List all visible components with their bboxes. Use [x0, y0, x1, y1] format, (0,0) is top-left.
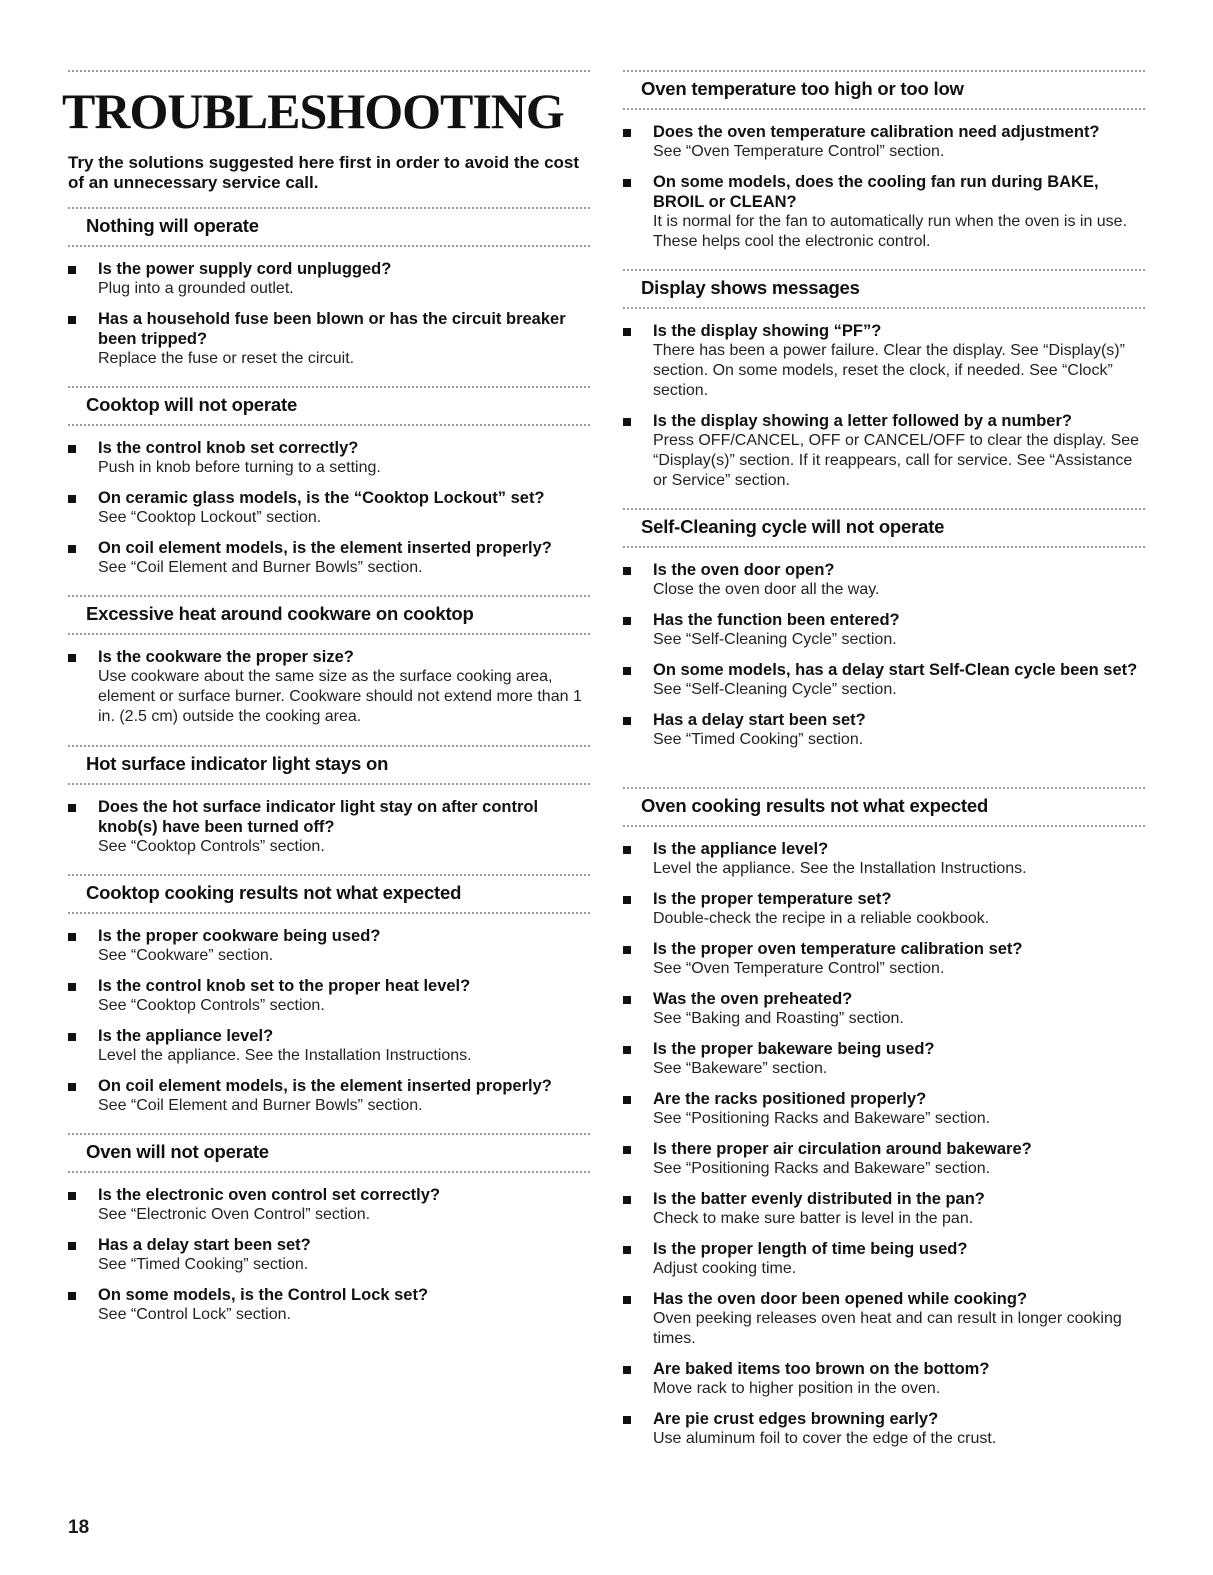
answer: See “Self-Cleaning Cycle” section. — [653, 681, 897, 698]
list-item — [623, 610, 1145, 650]
item-list — [68, 926, 590, 1116]
question: Is the cookware the proper size? — [98, 648, 354, 666]
question: Was the oven preheated? — [653, 990, 853, 1008]
section-header — [68, 595, 590, 635]
question: Is the proper oven temperature calibration set? — [653, 940, 1023, 958]
question: Has a household fuse been blown or has the circuit breaker been tripped? — [98, 310, 566, 348]
list-item — [623, 939, 1145, 979]
answer: There has been a power failure. Clear the display. See “Display(s)” section. On some models, reset the clock, if needed. See “Clock” section. — [653, 342, 1125, 399]
question: Has the oven door been opened while cooking? — [653, 1290, 1028, 1308]
bullet-icon — [68, 545, 76, 553]
section-header — [68, 745, 590, 785]
list-item — [68, 1235, 590, 1275]
section-self-cleaning — [623, 508, 1145, 750]
answer: It is normal for the fan to automatically run when the oven is in use. These helps cool the electronic control. — [653, 213, 1128, 250]
list-item — [68, 976, 590, 1016]
bullet-icon — [623, 567, 631, 575]
question: Is the proper bakeware being used? — [653, 1040, 935, 1058]
question: On coil element models, is the element inserted properly? — [98, 1077, 552, 1095]
answer: See “Oven Temperature Control” section. — [653, 960, 945, 977]
answer: See “Cookware” section. — [98, 947, 274, 964]
bullet-icon — [68, 266, 76, 274]
question: Is the electronic oven control set correctly? — [98, 1186, 441, 1204]
bullet-icon — [623, 1296, 631, 1304]
question: On coil element models, is the element inserted properly? — [98, 539, 552, 557]
section-header — [623, 269, 1145, 309]
section-header — [68, 1133, 590, 1173]
list-item — [623, 1189, 1145, 1229]
answer: Oven peeking releases oven heat and can result in longer cooking times. — [653, 1310, 1122, 1347]
answer: See “Electronic Oven Control” section. — [98, 1206, 371, 1223]
section-title: Oven cooking results not what expected — [641, 795, 989, 816]
page-number: 18 — [68, 1517, 90, 1538]
question: Are baked items too brown on the bottom? — [653, 1360, 990, 1378]
bullet-icon — [68, 654, 76, 662]
list-item — [68, 797, 590, 857]
list-item — [623, 710, 1145, 750]
item-list — [623, 839, 1145, 1449]
question: Is there proper air circulation around bakeware? — [653, 1140, 1032, 1158]
question: Has the function been entered? — [653, 611, 900, 629]
page-title: TROUBLESHOOTING — [62, 83, 564, 139]
section-oven-cooking-results — [623, 787, 1145, 1449]
bullet-icon — [623, 1146, 631, 1154]
question: Does the hot surface indicator light stay on after control knob(s) have been turned off? — [98, 798, 539, 836]
list-item — [68, 309, 590, 369]
section-header — [623, 70, 1145, 110]
question: Is the control knob set correctly? — [98, 439, 359, 457]
list-item — [68, 1076, 590, 1116]
question: Is the batter evenly distributed in the pan? — [653, 1190, 985, 1208]
question: Is the power supply cord unplugged? — [98, 260, 392, 278]
bullet-icon — [68, 445, 76, 453]
answer: Level the appliance. See the Installation Instructions. — [653, 860, 1027, 877]
list-item — [68, 1185, 590, 1225]
section-header — [68, 386, 590, 426]
answer: See “Self-Cleaning Cycle” section. — [653, 631, 897, 648]
bullet-icon — [68, 316, 76, 324]
item-list — [623, 321, 1145, 491]
answer: See “Bakeware” section. — [653, 1060, 828, 1077]
list-item — [623, 122, 1145, 162]
bullet-icon — [68, 933, 76, 941]
list-item — [68, 259, 590, 299]
answer: Double-check the recipe in a reliable cookbook. — [653, 910, 990, 927]
bullet-icon — [68, 804, 76, 812]
section-cooktop-cooking-results — [68, 874, 590, 1116]
answer: See “Timed Cooking” section. — [653, 731, 864, 748]
question: On ceramic glass models, is the “Cooktop Lockout” set? — [98, 489, 545, 507]
section-excessive-heat — [68, 595, 590, 727]
list-item — [623, 1139, 1145, 1179]
list-item — [623, 989, 1145, 1029]
list-item — [623, 321, 1145, 401]
list-item — [623, 839, 1145, 879]
bullet-icon — [623, 418, 631, 426]
answer: See “Baking and Roasting” section. — [653, 1010, 904, 1027]
section-nothing-will-operate — [68, 207, 590, 369]
bullet-icon — [68, 1192, 76, 1200]
bullet-icon — [68, 1242, 76, 1250]
list-item — [623, 660, 1145, 700]
answer: See “Timed Cooking” section. — [98, 1256, 309, 1273]
list-item — [623, 889, 1145, 929]
bullet-icon — [623, 846, 631, 854]
bullet-icon — [623, 1416, 631, 1424]
question: Is the appliance level? — [653, 840, 829, 858]
answer: Replace the fuse or reset the circuit. — [98, 350, 355, 367]
answer: Push in knob before turning to a setting. — [98, 459, 381, 476]
item-list — [68, 797, 590, 857]
section-title: Self-Cleaning cycle will not operate — [641, 516, 945, 537]
section-header — [623, 787, 1145, 827]
answer: Adjust cooking time. — [653, 1260, 797, 1277]
list-item — [623, 411, 1145, 491]
list-item — [68, 926, 590, 966]
answer: Plug into a grounded outlet. — [98, 280, 294, 297]
question: On some models, does the cooling fan run during BAKE, BROIL or CLEAN? — [653, 173, 1099, 211]
bullet-icon — [623, 946, 631, 954]
list-item — [68, 538, 590, 578]
answer: Move rack to higher position in the oven. — [653, 1380, 941, 1397]
list-item — [623, 1359, 1145, 1399]
item-list — [623, 560, 1145, 750]
bullet-icon — [623, 1366, 631, 1374]
bullet-icon — [623, 617, 631, 625]
bullet-icon — [623, 1246, 631, 1254]
answer: Level the appliance. See the Installation Instructions. — [98, 1047, 472, 1064]
bullet-icon — [623, 1196, 631, 1204]
question: Are pie crust edges browning early? — [653, 1410, 939, 1428]
bullet-icon — [68, 1083, 76, 1091]
question: Is the display showing a letter followed by a number? — [653, 412, 1072, 430]
bullet-icon — [623, 1096, 631, 1104]
bullet-icon — [623, 179, 631, 187]
section-hot-surface-indicator — [68, 745, 590, 857]
list-item — [68, 1285, 590, 1325]
bullet-icon — [68, 1033, 76, 1041]
question: Are the racks positioned properly? — [653, 1090, 927, 1108]
bullet-icon — [623, 717, 631, 725]
item-list — [68, 647, 590, 727]
bullet-icon — [623, 667, 631, 675]
section-display-messages — [623, 269, 1145, 491]
item-list — [68, 259, 590, 369]
question: Has a delay start been set? — [98, 1236, 311, 1254]
list-item — [623, 1409, 1145, 1449]
section-title: Oven temperature too high or too low — [641, 78, 964, 99]
answer: Use aluminum foil to cover the edge of the crust. — [653, 1430, 997, 1447]
question: Is the display showing “PF”? — [653, 322, 882, 340]
item-list — [68, 438, 590, 578]
section-oven-will-not-operate — [68, 1133, 590, 1325]
list-item — [68, 1026, 590, 1066]
section-header — [68, 207, 590, 247]
question: Is the control knob set to the proper heat level? — [98, 977, 471, 995]
answer: See “Positioning Racks and Bakeware” section. — [653, 1110, 991, 1127]
answer: See “Cooktop Lockout” section. — [98, 509, 322, 526]
section-oven-temperature — [623, 70, 1145, 252]
question: Is the oven door open? — [653, 561, 835, 579]
answer: See “Control Lock” section. — [98, 1306, 291, 1323]
answer: Close the oven door all the way. — [653, 581, 880, 598]
bullet-icon — [68, 983, 76, 991]
section-cooktop-will-not-operate — [68, 386, 590, 578]
list-item — [623, 560, 1145, 600]
list-item — [623, 1289, 1145, 1349]
bullet-icon — [623, 996, 631, 1004]
section-title: Display shows messages — [641, 277, 860, 298]
bullet-icon — [623, 1046, 631, 1054]
section-title: Hot surface indicator light stays on — [86, 753, 389, 774]
section-title: Cooktop will not operate — [86, 394, 298, 415]
question: Is the proper length of time being used? — [653, 1240, 968, 1258]
answer: Press OFF/CANCEL, OFF or CANCEL/OFF to clear the display. See “Display(s)” section. If it reappears, call for service. See “Assistance or Service” section. — [653, 432, 1140, 489]
answer: See “Coil Element and Burner Bowls” section. — [98, 559, 423, 576]
list-item — [68, 438, 590, 478]
list-item — [623, 1239, 1145, 1279]
list-item — [68, 488, 590, 528]
bullet-icon — [623, 328, 631, 336]
section-title: Excessive heat around cookware on cooktop — [86, 603, 474, 624]
answer: Check to make sure batter is level in the pan. — [653, 1210, 974, 1227]
item-list — [623, 122, 1145, 252]
answer: See “Cooktop Controls” section. — [98, 838, 325, 855]
intro-text: Try the solutions suggested here first in order to avoid the cost of an unnecessary service call. — [68, 153, 580, 192]
section-title: Nothing will operate — [86, 215, 259, 236]
question: Is the appliance level? — [98, 1027, 274, 1045]
list-item — [623, 172, 1145, 252]
list-item — [623, 1039, 1145, 1079]
bullet-icon — [68, 495, 76, 503]
bullet-icon — [68, 1292, 76, 1300]
question: Is the proper cookware being used? — [98, 927, 381, 945]
answer: Use cookware about the same size as the surface cooking area, element or surface burner. Cookware should not extend more than 1 in. (2.5 cm) outside the cooking area. — [98, 668, 582, 725]
answer: See “Coil Element and Burner Bowls” section. — [98, 1097, 423, 1114]
list-item — [623, 1089, 1145, 1129]
bullet-icon — [623, 129, 631, 137]
section-header — [68, 874, 590, 914]
answer: See “Positioning Racks and Bakeware” section. — [653, 1160, 991, 1177]
question: Is the proper temperature set? — [653, 890, 892, 908]
answer: See “Oven Temperature Control” section. — [653, 143, 945, 160]
section-header — [623, 508, 1145, 548]
answer: See “Cooktop Controls” section. — [98, 997, 325, 1014]
section-title: Cooktop cooking results not what expected — [86, 882, 462, 903]
bullet-icon — [623, 896, 631, 904]
top-rule — [68, 70, 590, 72]
question: On some models, is the Control Lock set? — [98, 1286, 429, 1304]
question: Does the oven temperature calibration need adjustment? — [653, 123, 1100, 141]
section-title: Oven will not operate — [86, 1141, 269, 1162]
item-list — [68, 1185, 590, 1325]
list-item — [68, 647, 590, 727]
question: Has a delay start been set? — [653, 711, 866, 729]
question: On some models, has a delay start Self-Clean cycle been set? — [653, 661, 1138, 679]
